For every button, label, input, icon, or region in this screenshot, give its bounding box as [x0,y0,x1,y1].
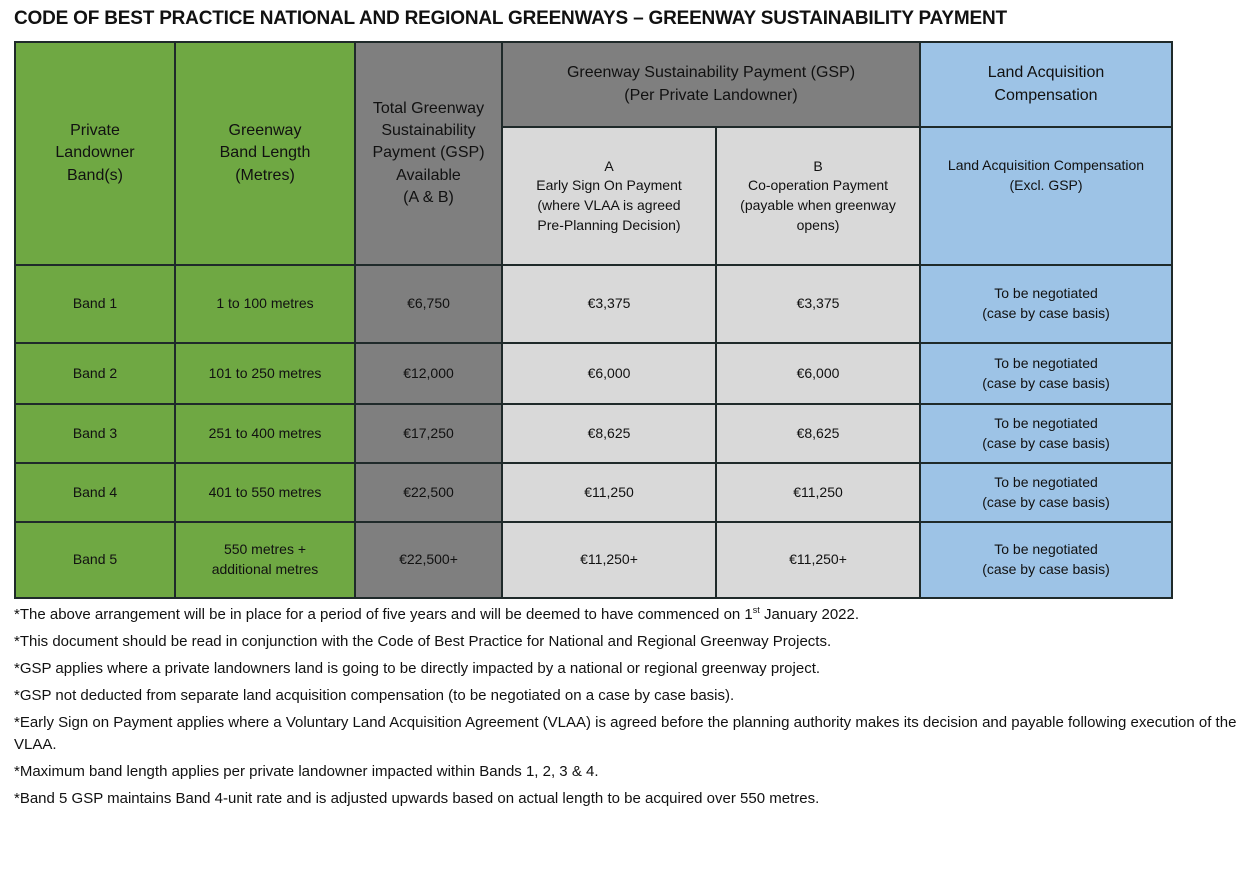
header-gsp-group: Greenway Sustainability Payment (GSP) (Per Private Landowner) [502,42,920,127]
table-row [15,343,1172,404]
footnote: *The above arrangement will be in place for a period of five years and will be deemed to have commenced on 1st January 2022. [14,605,860,623]
land-cell: To be negotiated (case by case basis) [920,343,1172,404]
land-cell: To be negotiated (case by case basis) [920,404,1172,463]
length-cell: 1 to 100 metres [175,265,355,343]
header-band: Private Landowner Band(s) [15,42,175,265]
total-cell: €17,250 [355,404,502,463]
footnote: *Early Sign on Payment applies where a Voluntary Land Acquisition Agreement (VLAA) is agreed before the planning authority makes its decision and payable following execution of the VLAA. [14,714,1237,754]
footnote: *Band 5 GSP maintains Band 4-unit rate and is adjusted upwards based on actual length to be acquired over 550 metres. [14,790,820,808]
total-cell: €22,500 [355,463,502,522]
band-cell: Band 2 [15,343,175,404]
table-row [15,265,1172,343]
page-title: CODE OF BEST PRACTICE NATIONAL AND REGIONAL GREENWAYS – GREENWAY SUSTAINABILITY PAYMENT [14,8,1007,29]
land-cell: To be negotiated (case by case basis) [920,463,1172,522]
payment-a-cell: €6,000 [502,343,716,404]
band-cell: Band 3 [15,404,175,463]
land-cell: To be negotiated (case by case basis) [920,265,1172,343]
header-land-group: Land Acquisition Compensation [920,42,1172,127]
total-cell: €22,500+ [355,522,502,598]
length-cell: 550 metres + additional metres [175,522,355,598]
land-cell: To be negotiated (case by case basis) [920,522,1172,598]
payment-a-cell: €8,625 [502,404,716,463]
payment-b-cell: €11,250 [716,463,920,522]
length-cell: 401 to 550 metres [175,463,355,522]
total-cell: €6,750 [355,265,502,343]
length-cell: 101 to 250 metres [175,343,355,404]
footnote: *Maximum band length applies per private landowner impacted within Bands 1, 2, 3 & 4. [14,763,599,781]
payment-a-cell: €11,250+ [502,522,716,598]
payment-a-cell: €3,375 [502,265,716,343]
table-row [15,522,1172,598]
table-row [15,404,1172,463]
band-cell: Band 5 [15,522,175,598]
header-total: Total Greenway Sustainability Payment (GSP) Available (A & B) [355,42,502,265]
total-cell: €12,000 [355,343,502,404]
length-cell: 251 to 400 metres [175,404,355,463]
gsp-table [14,41,1173,599]
band-cell: Band 1 [15,265,175,343]
table-row [15,463,1172,522]
header-col-b: B Co-operation Payment (payable when greenway opens) [716,127,920,265]
header-length: Greenway Band Length (Metres) [175,42,355,265]
footnote: *This document should be read in conjunction with the Code of Best Practice for National and Regional Greenway Projects. [14,633,832,651]
footnote: *GSP applies where a private landowners land is going to be directly impacted by a national or regional greenway project. [14,660,821,678]
payment-b-cell: €3,375 [716,265,920,343]
payment-b-cell: €6,000 [716,343,920,404]
header-col-land: Land Acquisition Compensation (Excl. GSP) [920,127,1172,265]
footnotes [14,604,1249,815]
payment-b-cell: €8,625 [716,404,920,463]
payment-a-cell: €11,250 [502,463,716,522]
header-col-a: A Early Sign On Payment (where VLAA is agreed Pre-Planning Decision) [502,127,716,265]
payment-b-cell: €11,250+ [716,522,920,598]
footnote: *GSP not deducted from separate land acquisition compensation (to be negotiated on a case by case basis). [14,687,735,705]
band-cell: Band 4 [15,463,175,522]
